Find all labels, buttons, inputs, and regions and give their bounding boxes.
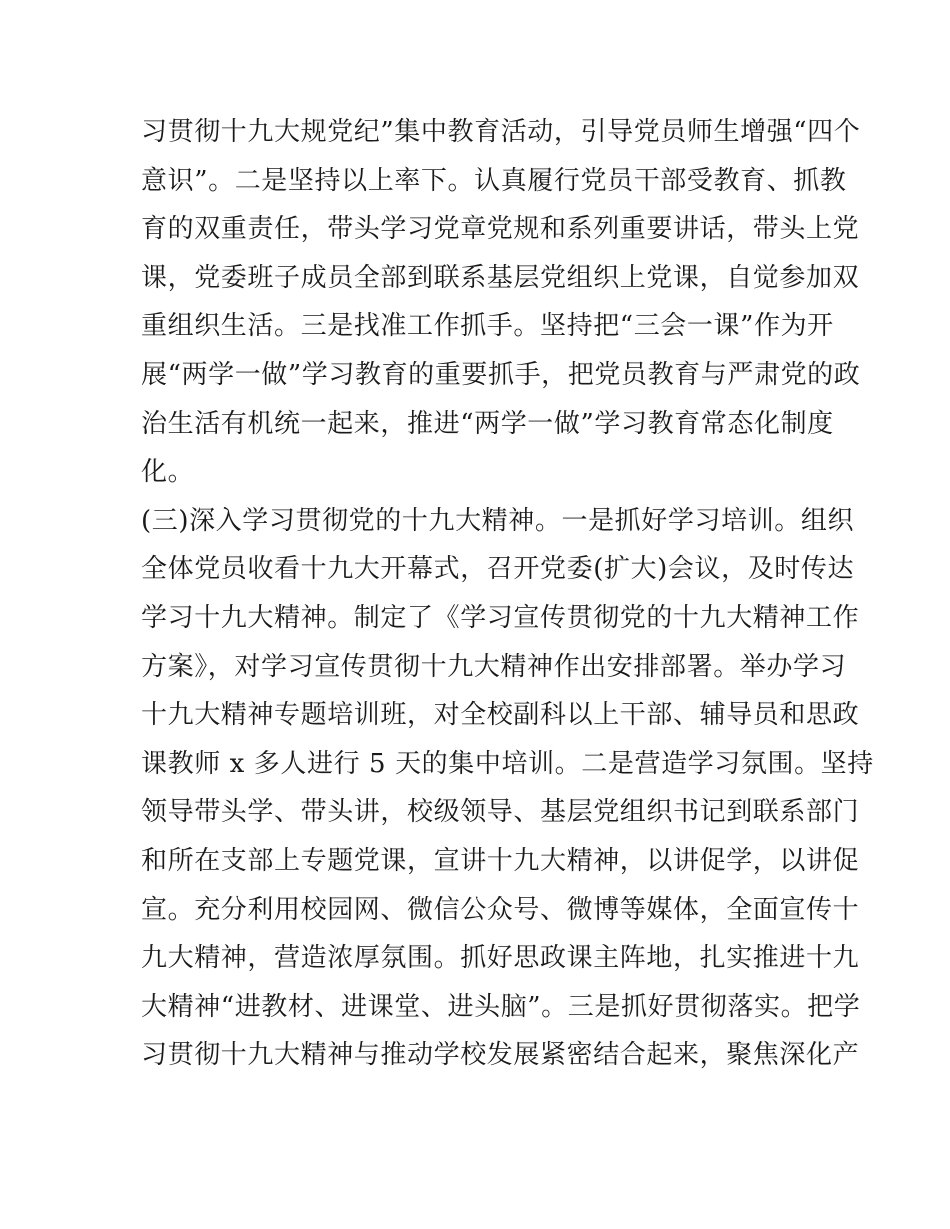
text-line: 育的双重责任，带头学习党章党规和系列重要讲话，带头上党: [141, 214, 860, 245]
text-line: 九大精神，营造浓厚氛围。抓好思政课主阵地，扎实推进十九: [141, 943, 860, 974]
text-line: 习贯彻十九大精神与推动学校发展紧密结合起来，聚焦深化产: [141, 1040, 860, 1071]
text-line: 大精神“进教材、进课堂、进头脑”。三是抓好贯彻落实。把学: [141, 991, 861, 1022]
text-line: 重组织生活。三是找准工作抓手。坚持把“三会一课”作为开: [141, 311, 834, 342]
text-line: 治生活有机统一起来，推进“两学一做”学习教育常态化制度: [141, 408, 834, 439]
text-line: 课，党委班子成员全部到联系基层党组织上党课，自觉参加双: [141, 262, 860, 293]
text-line: 十九大精神专题培训班，对全校副科以上干部、辅导员和思政: [141, 700, 860, 731]
text-line: 课教师 x 多人进行 5 天的集中培训。二是营造学习氛围。坚持: [141, 748, 874, 779]
text-line: 展“两学一做”学习教育的重要抓手，把党员教育与严肃党的政: [141, 359, 861, 390]
text-line: 领导带头学、带头讲，校级领导、基层党组织书记到联系部门: [141, 797, 860, 828]
section-heading-line: (三)深入学习贯彻党的十九大精神。一是抓好学习培训。组织: [141, 505, 855, 536]
text-line: 全体党员收看十九大开幕式，召开党委(扩大)会议，及时传达: [141, 554, 855, 585]
text-line: 意识”。二是坚持以上率下。认真履行党员干部受教育、抓教: [141, 165, 847, 196]
text-line: 宣。充分利用校园网、微信公众号、微博等媒体，全面宣传十: [141, 894, 860, 925]
text-line: 习贯彻十九大规党纪”集中教育活动，引导党员师生增强“四个: [141, 117, 861, 147]
text-line: 方案》，对学习宣传贯彻十九大精神作出安排部署。举办学习: [141, 651, 847, 682]
text-line: 化。: [141, 457, 195, 488]
text-line: 和所在支部上专题党课，宣讲十九大精神，以讲促学，以讲促: [141, 845, 860, 876]
text-line: 学习十九大精神。制定了《学习宣传贯彻党的十九大精神工作: [141, 602, 860, 633]
body-text: [141, 108, 874, 1080]
